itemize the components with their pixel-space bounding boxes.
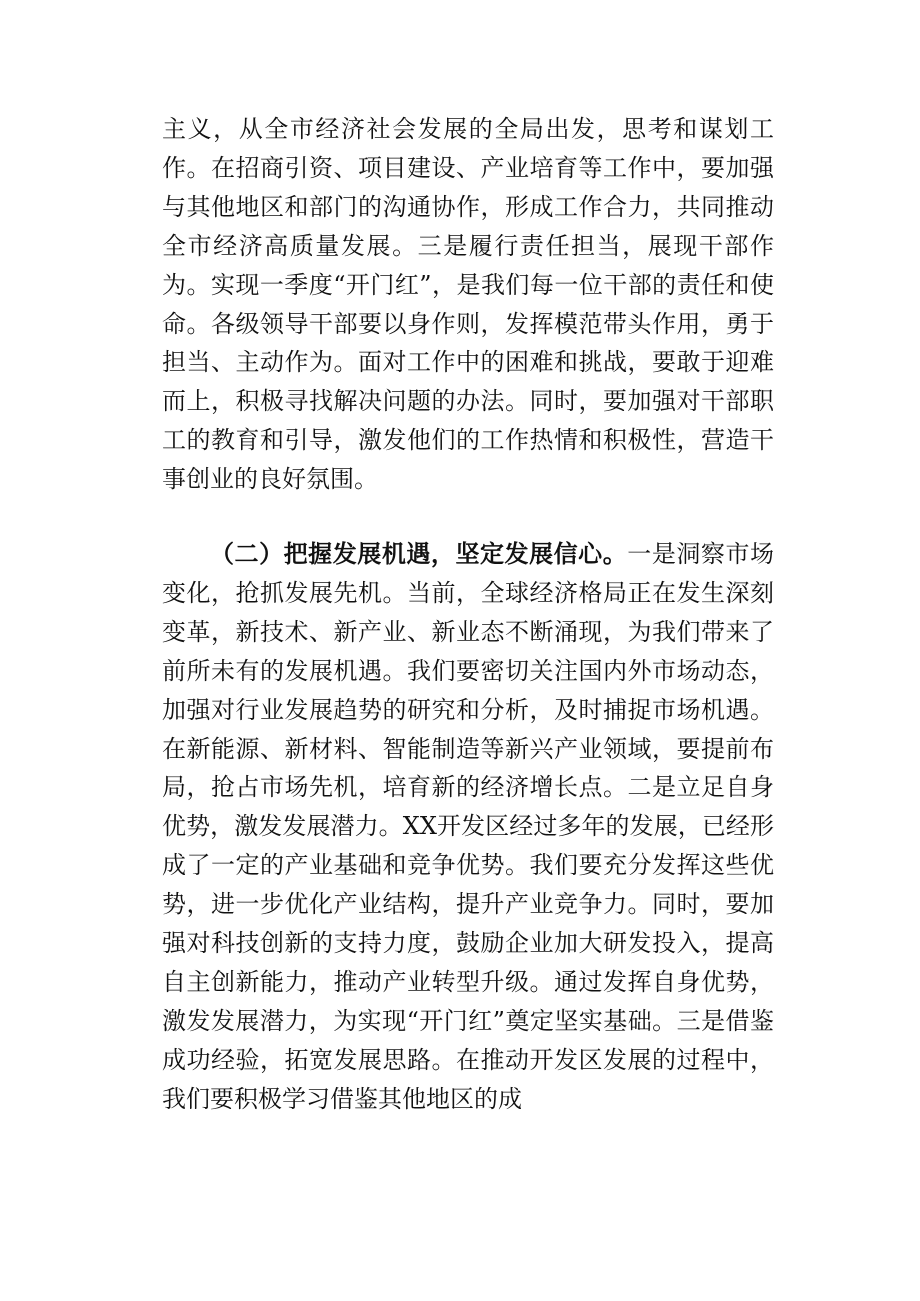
- body-paragraph-1: 主义，从全市经济社会发展的全局出发，思考和谋划工作。在招商引资、项目建设、产业培育等工作中，要加强与其他地区和部门的沟通协作，形成工作合力，共同推动全市经济高质量发展。三是履行责任担当，展现干部作为。实现一季度“开门红”，是我们每一位干部的责任和使命。各级领导干部要以身作则，发挥模范带头作用，勇于担当、主动作为。面对工作中的困难和挑战，要敢于迎难而上，积极寻找解决问题的办法。同时，要加强对干部职工的教育和引导，激发他们的工作热情和积极性，营造干事创业的良好氛围。: [162, 115, 774, 494]
- section-heading-2: （二）把握发展机遇，坚定发展信心。: [210, 539, 628, 568]
- paragraph-2-text: 一是洞察市场变化，抢抓发展先机。当前，全球经济格局正在发生深刻变革，新技术、新产业、新业态不断涌现，为我们带来了前所未有的发展机遇。我们要密切关注国内外市场动态，加强对行业发展趋势的研究和分析，及时捕捉市场机遇。在新能源、新材料、智能制造等新兴产业领域，要提前布局，抢占市场先机，培育新的经济增长点。二是立足自身优势，激发发展潜力。XX开发区经过多年的发展，已经形成了一定的产业基础和竞争优势。我们要充分发挥这些优势，进一步优化产业结构，提升产业竞争力。同时，要加强对科技创新的支持力度，鼓励企业加大研发投入，提高自主创新能力，推动产业转型升级。通过发挥自身优势，激发发展潜力，为实现“开门红”奠定坚实基础。三是借鉴成功经验，拓宽发展思路。在推动开发区发展的过程中，我们要积极学习借鉴其他地区的成: [162, 540, 775, 1113]
- body-paragraph-2: [162, 535, 774, 1119]
